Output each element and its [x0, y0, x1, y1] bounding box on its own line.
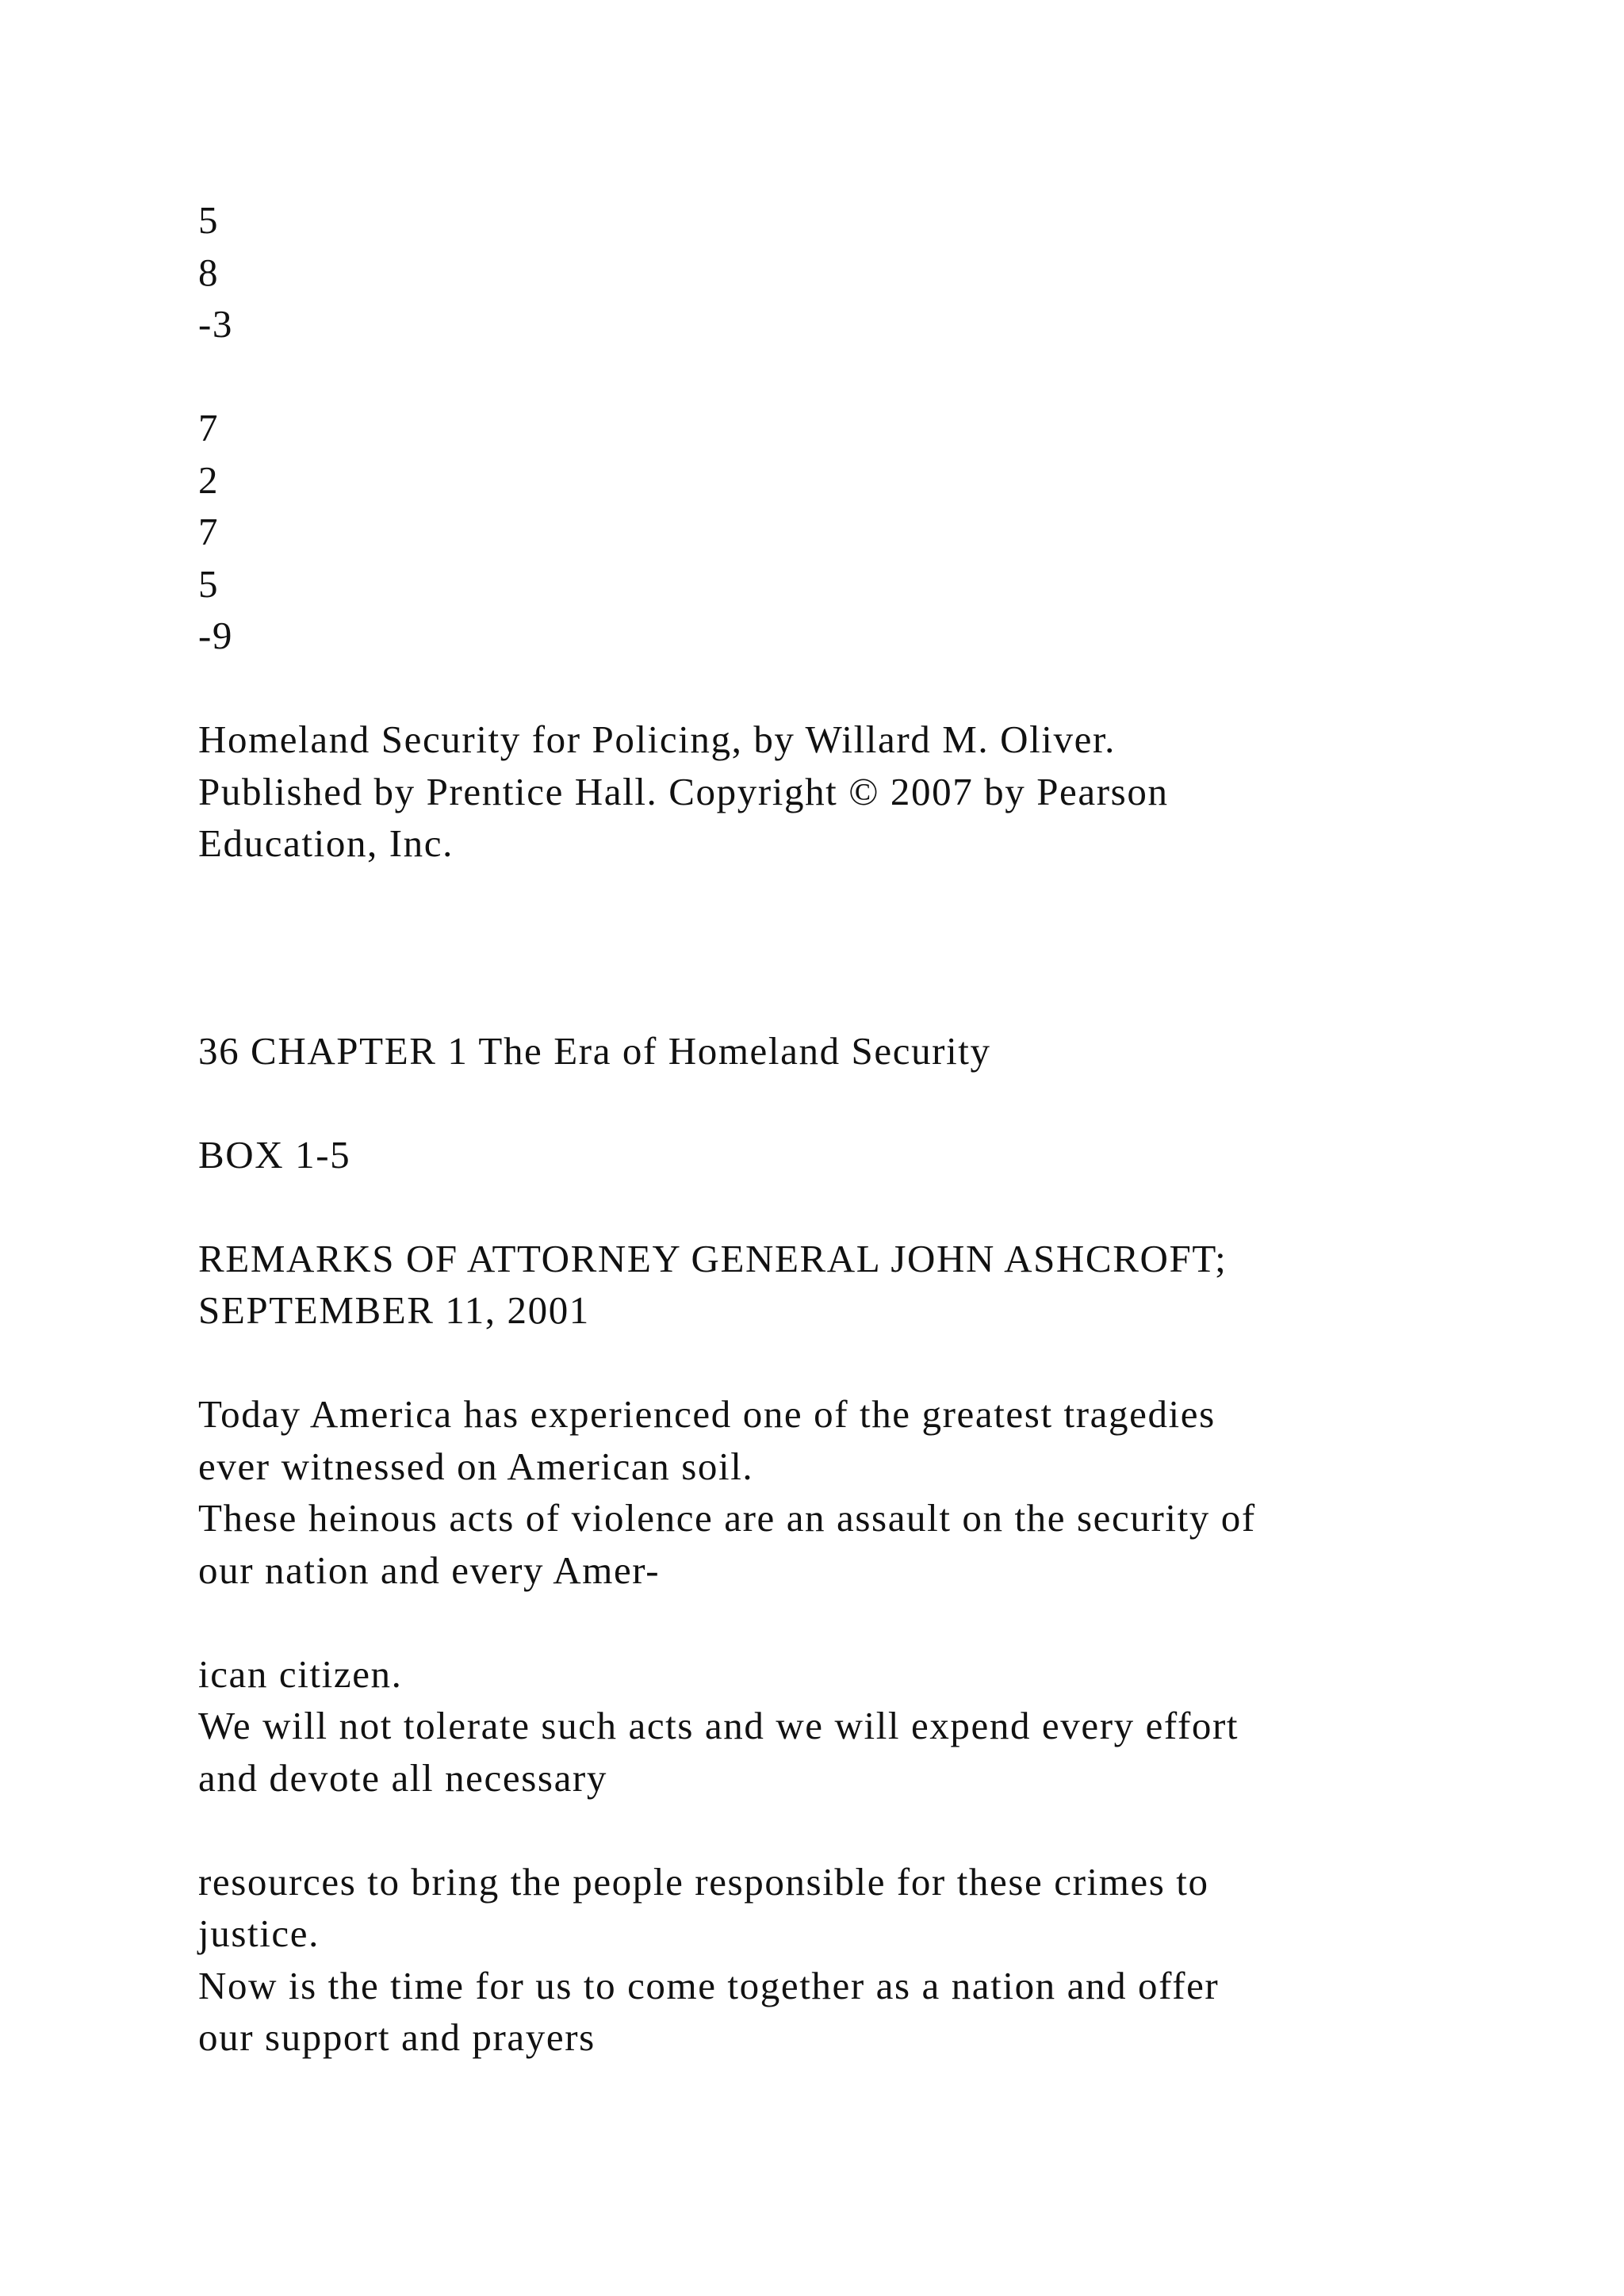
number-line: 5: [198, 561, 220, 606]
blank-line: [198, 1596, 1507, 1648]
box-label: BOX 1-5: [198, 1132, 351, 1177]
blank-line: [198, 1337, 1507, 1389]
body-line: our support and prayers: [198, 2015, 596, 2059]
box-title: [198, 1233, 1507, 1337]
body-line: Today America has experienced one of the greatest tragedies: [198, 1392, 1216, 1436]
number-line: -3: [198, 302, 234, 346]
blank-line: [198, 1181, 1507, 1233]
body-line: ican citizen.: [198, 1651, 403, 1696]
citation-block: [198, 714, 1507, 870]
blank-line: [198, 1077, 1507, 1129]
section-gap: [198, 870, 1507, 1025]
body-line: our nation and every Amer-: [198, 1548, 661, 1592]
blank-line: [198, 662, 1507, 714]
body-line: justice.: [198, 1911, 320, 1955]
citation-line: Education, Inc.: [198, 821, 454, 865]
chapter-header: 36 CHAPTER 1 The Era of Homeland Security: [198, 1028, 991, 1073]
number-line: -9: [198, 614, 234, 657]
body-text: [198, 1388, 1507, 2064]
number-line: 2: [198, 457, 220, 502]
blank-line: [198, 350, 1507, 403]
box-title-line: SEPTEMBER 11, 2001: [198, 1288, 590, 1332]
number-list: [198, 194, 1507, 662]
body-line: resources to bring the people responsible for these crimes to: [198, 1859, 1209, 1904]
citation-line: Published by Prentice Hall. Copyright © 2007 by Pearson: [198, 769, 1169, 813]
number-line: 8: [198, 250, 220, 294]
blank-line: [198, 1804, 1507, 1856]
body-line: We will not tolerate such acts and we will expend every effort: [198, 1704, 1239, 1747]
body-line: and devote all necessary: [198, 1755, 607, 1800]
page-content: [198, 194, 1507, 2064]
number-line: 7: [198, 406, 220, 450]
body-line: These heinous acts of violence are an assault on the security of: [198, 1496, 1256, 1540]
number-line: 7: [198, 510, 220, 553]
body-line: ever witnessed on American soil.: [198, 1444, 754, 1488]
box-title-line: REMARKS OF ATTORNEY GENERAL JOHN ASHCROFT;: [198, 1236, 1228, 1280]
body-line: Now is the time for us to come together as a nation and offer: [198, 1963, 1220, 2007]
citation-line: Homeland Security for Policing, by Willard M. Oliver.: [198, 718, 1116, 761]
number-line: 5: [198, 198, 220, 242]
